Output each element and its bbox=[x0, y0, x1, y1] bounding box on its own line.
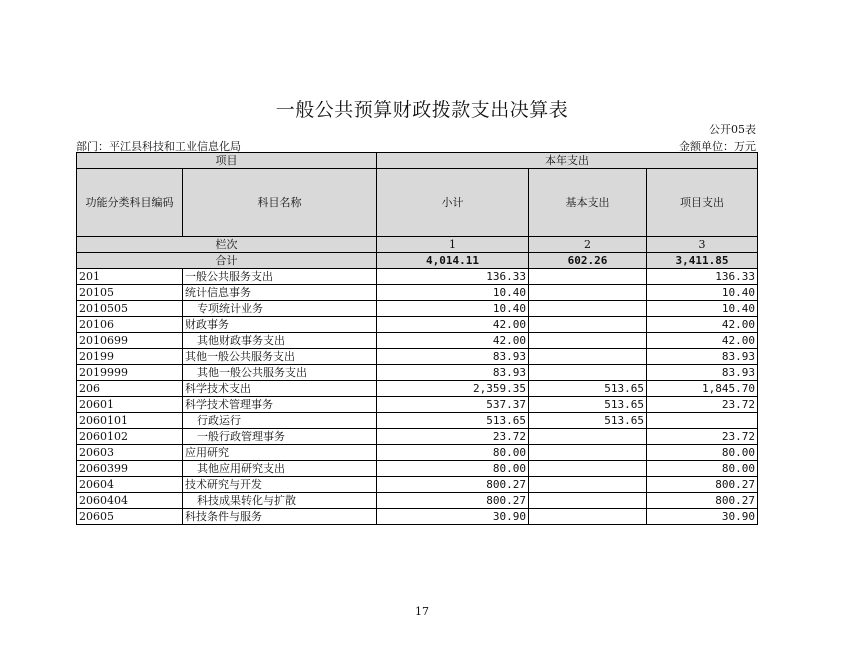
row-project: 23.72 bbox=[647, 397, 758, 413]
row-name: 科学技术管理事务 bbox=[183, 397, 377, 413]
row-basic bbox=[529, 429, 647, 445]
table-row bbox=[77, 269, 758, 285]
row-project: 42.00 bbox=[647, 317, 758, 333]
row-subtotal: 42.00 bbox=[377, 333, 529, 349]
row-code: 20105 bbox=[77, 285, 183, 301]
row-project: 136.33 bbox=[647, 269, 758, 285]
row-subtotal: 513.65 bbox=[377, 413, 529, 429]
row-basic bbox=[529, 461, 647, 477]
row-name: 专项统计业务 bbox=[183, 301, 377, 317]
row-project: 80.00 bbox=[647, 461, 758, 477]
row-name: 行政运行 bbox=[183, 413, 377, 429]
total-subtotal: 4,014.11 bbox=[377, 253, 529, 269]
row-basic bbox=[529, 349, 647, 365]
page-number: 17 bbox=[415, 605, 429, 618]
row-basic bbox=[529, 493, 647, 509]
row-project: 42.00 bbox=[647, 333, 758, 349]
table-row bbox=[77, 445, 758, 461]
department-label: 部门：平江县科技和工业信息化局 bbox=[76, 140, 241, 153]
row-basic bbox=[529, 477, 647, 493]
row-name: 统计信息事务 bbox=[183, 285, 377, 301]
table-number: 公开05表 bbox=[709, 123, 756, 136]
row-subtotal: 42.00 bbox=[377, 317, 529, 333]
row-subtotal: 80.00 bbox=[377, 461, 529, 477]
header-row-1 bbox=[77, 153, 758, 169]
row-code: 20604 bbox=[77, 477, 183, 493]
row-basic bbox=[529, 301, 647, 317]
row-project: 80.00 bbox=[647, 445, 758, 461]
total-row bbox=[77, 253, 758, 269]
row-code: 2010699 bbox=[77, 333, 183, 349]
row-name: 应用研究 bbox=[183, 445, 377, 461]
row-code: 2010505 bbox=[77, 301, 183, 317]
row-name: 财政事务 bbox=[183, 317, 377, 333]
row-name: 科技条件与服务 bbox=[183, 509, 377, 525]
row-subtotal: 83.93 bbox=[377, 365, 529, 381]
row-subtotal: 537.37 bbox=[377, 397, 529, 413]
row-subtotal: 2,359.35 bbox=[377, 381, 529, 397]
column-label: 栏次 bbox=[77, 237, 377, 253]
row-name: 科学技术支出 bbox=[183, 381, 377, 397]
row-code: 201 bbox=[77, 269, 183, 285]
row-project: 83.93 bbox=[647, 365, 758, 381]
total-label: 合计 bbox=[77, 253, 377, 269]
row-subtotal: 80.00 bbox=[377, 445, 529, 461]
row-subtotal: 10.40 bbox=[377, 285, 529, 301]
row-name: 技术研究与开发 bbox=[183, 477, 377, 493]
table-row bbox=[77, 365, 758, 381]
total-project: 3,411.85 bbox=[647, 253, 758, 269]
expenditure-table bbox=[76, 152, 758, 525]
row-project bbox=[647, 413, 758, 429]
row-name: 一般公共服务支出 bbox=[183, 269, 377, 285]
row-name: 其他一般公共服务支出 bbox=[183, 349, 377, 365]
row-basic: 513.65 bbox=[529, 413, 647, 429]
row-code: 206 bbox=[77, 381, 183, 397]
table-row bbox=[77, 333, 758, 349]
row-name: 其他财政事务支出 bbox=[183, 333, 377, 349]
row-subtotal: 800.27 bbox=[377, 493, 529, 509]
row-subtotal: 83.93 bbox=[377, 349, 529, 365]
row-subtotal: 800.27 bbox=[377, 477, 529, 493]
row-code: 2019999 bbox=[77, 365, 183, 381]
column-number-row bbox=[77, 237, 758, 253]
row-project: 1,845.70 bbox=[647, 381, 758, 397]
row-code: 20603 bbox=[77, 445, 183, 461]
page-title: 一般公共预算财政拨款支出决算表 bbox=[275, 99, 569, 121]
table-row bbox=[77, 349, 758, 365]
header-current-year: 本年支出 bbox=[377, 153, 758, 169]
column-3: 3 bbox=[647, 237, 758, 253]
header-item: 项目 bbox=[77, 153, 377, 169]
table-row bbox=[77, 301, 758, 317]
header-code: 功能分类科目编码 bbox=[77, 169, 183, 237]
row-name: 其他一般公共服务支出 bbox=[183, 365, 377, 381]
table-row bbox=[77, 509, 758, 525]
row-subtotal: 23.72 bbox=[377, 429, 529, 445]
row-project: 83.93 bbox=[647, 349, 758, 365]
row-name: 一般行政管理事务 bbox=[183, 429, 377, 445]
header-subtotal: 小计 bbox=[377, 169, 529, 237]
row-code: 20605 bbox=[77, 509, 183, 525]
row-subtotal: 10.40 bbox=[377, 301, 529, 317]
table-row bbox=[77, 461, 758, 477]
row-code: 2060399 bbox=[77, 461, 183, 477]
row-code: 20106 bbox=[77, 317, 183, 333]
table-row bbox=[77, 397, 758, 413]
row-basic bbox=[529, 333, 647, 349]
total-basic: 602.26 bbox=[529, 253, 647, 269]
header-project: 项目支出 bbox=[647, 169, 758, 237]
row-code: 2060102 bbox=[77, 429, 183, 445]
row-project: 30.90 bbox=[647, 509, 758, 525]
row-project: 800.27 bbox=[647, 477, 758, 493]
table-row bbox=[77, 381, 758, 397]
row-basic bbox=[529, 317, 647, 333]
table-row bbox=[77, 413, 758, 429]
row-basic bbox=[529, 285, 647, 301]
header-row-2 bbox=[77, 169, 758, 237]
row-basic: 513.65 bbox=[529, 381, 647, 397]
row-basic bbox=[529, 445, 647, 461]
header-basic: 基本支出 bbox=[529, 169, 647, 237]
column-1: 1 bbox=[377, 237, 529, 253]
row-name: 科技成果转化与扩散 bbox=[183, 493, 377, 509]
row-subtotal: 30.90 bbox=[377, 509, 529, 525]
table-row bbox=[77, 317, 758, 333]
row-project: 10.40 bbox=[647, 301, 758, 317]
row-basic bbox=[529, 365, 647, 381]
column-2: 2 bbox=[529, 237, 647, 253]
unit-label: 金额单位：万元 bbox=[679, 140, 756, 153]
row-subtotal: 136.33 bbox=[377, 269, 529, 285]
row-project: 800.27 bbox=[647, 493, 758, 509]
row-project: 10.40 bbox=[647, 285, 758, 301]
row-project: 23.72 bbox=[647, 429, 758, 445]
row-name: 其他应用研究支出 bbox=[183, 461, 377, 477]
row-basic bbox=[529, 509, 647, 525]
table-row bbox=[77, 477, 758, 493]
row-basic bbox=[529, 269, 647, 285]
table-row bbox=[77, 429, 758, 445]
table-row bbox=[77, 285, 758, 301]
row-code: 2060101 bbox=[77, 413, 183, 429]
row-code: 20601 bbox=[77, 397, 183, 413]
table-row bbox=[77, 493, 758, 509]
row-code: 20199 bbox=[77, 349, 183, 365]
header-name: 科目名称 bbox=[183, 169, 377, 237]
row-basic: 513.65 bbox=[529, 397, 647, 413]
row-code: 2060404 bbox=[77, 493, 183, 509]
